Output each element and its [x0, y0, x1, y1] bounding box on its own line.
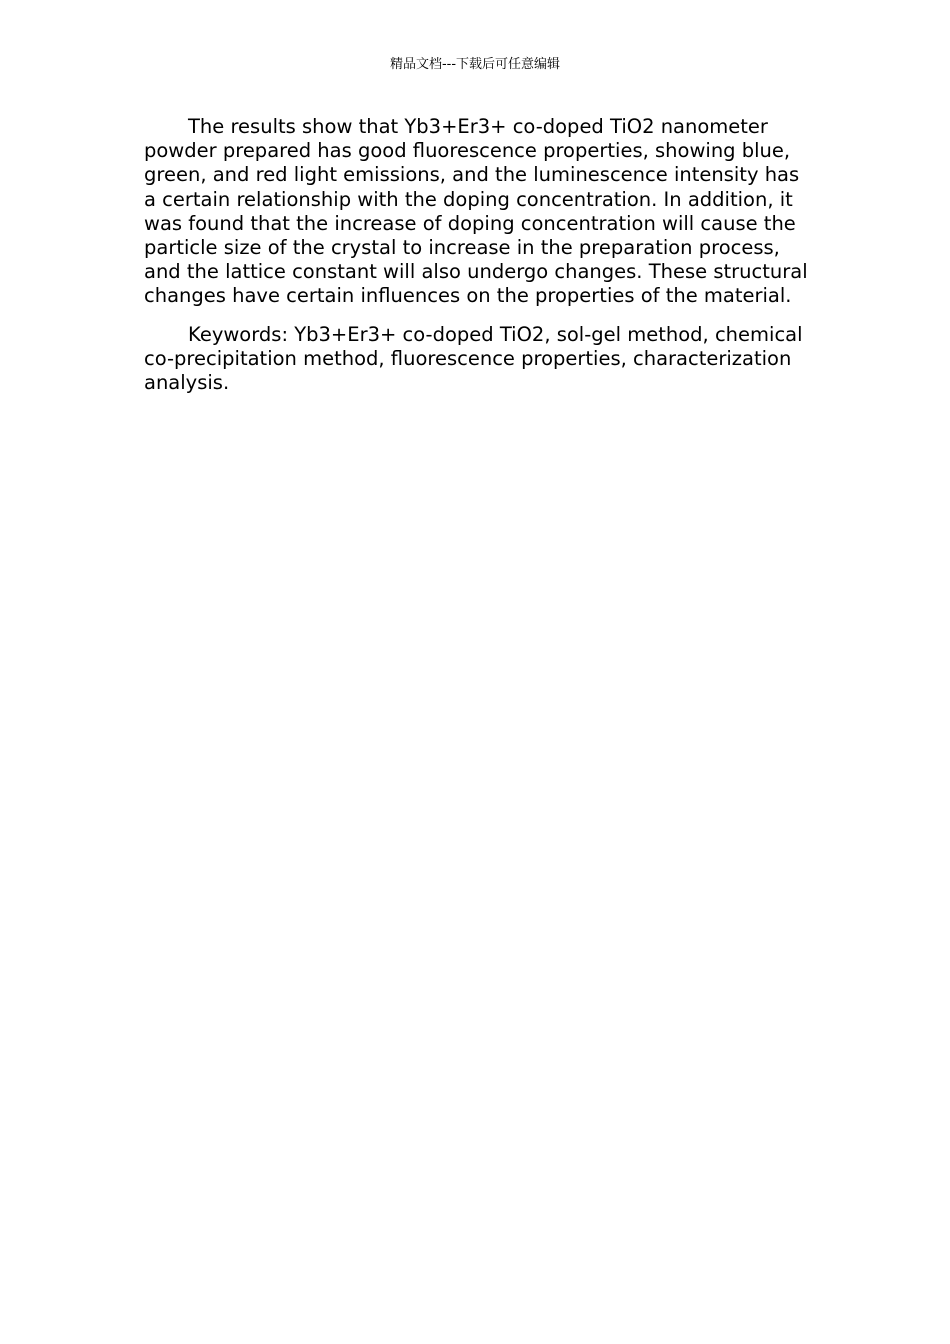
document-body — [144, 115, 810, 395]
keywords-paragraph: Keywords: Yb3+Er3+ co-doped TiO2, sol-gel method, chemical co-precipitation method, fluorescence properties, characterization analysis. — [144, 322, 803, 395]
page-header: 精品文档---下载后可任意编辑 — [389, 57, 561, 72]
abstract-paragraph: The results show that Yb3+Er3+ co-doped TiO2 nanometer powder prepared has good fluorescence properties, showing blue, green, and red light emissions, and the luminescence intensity has a certain relationship with the doping concentration. In addition, it was found that the increase of doping concentration will cause the particle size of the crystal to increase in the preparation process, and the lattice constant will also undergo changes. These structural changes have certain influences on the properties of the material. — [144, 115, 808, 308]
